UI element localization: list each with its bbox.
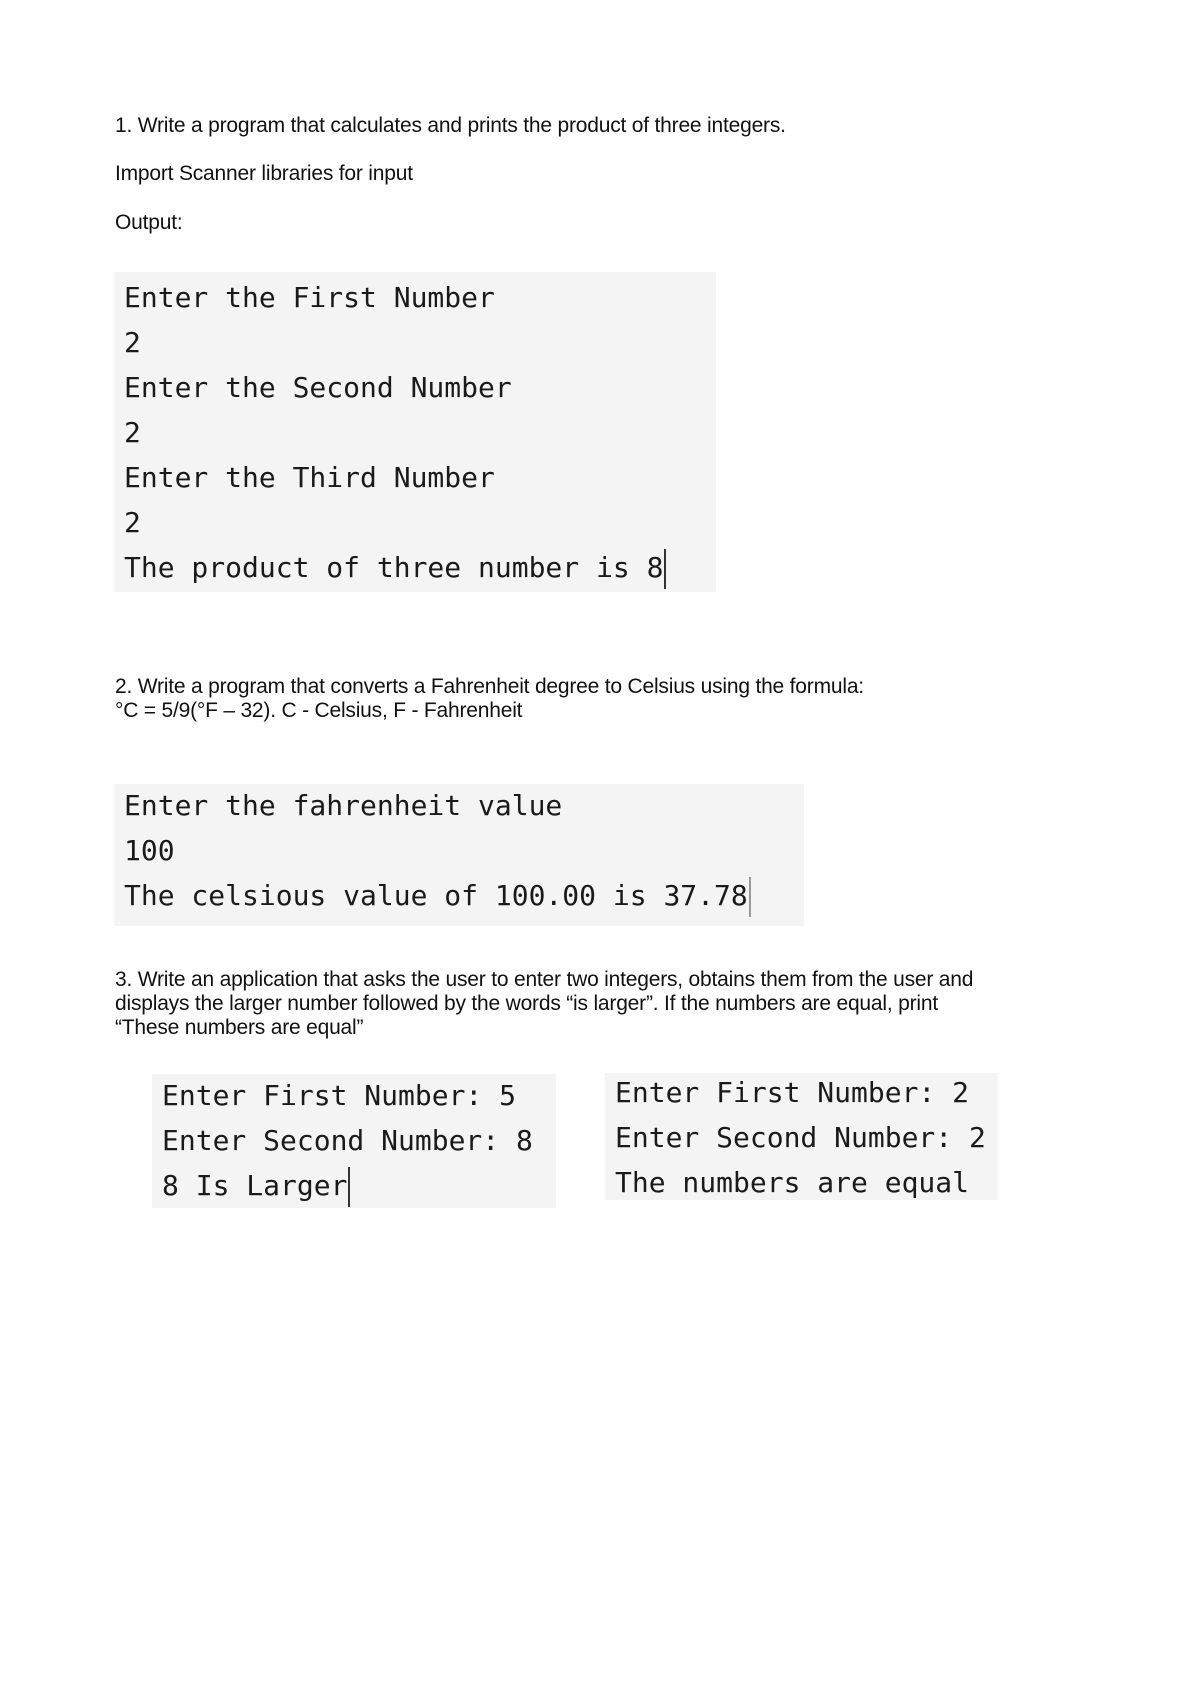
task2-heading-line1: 2. Write a program that converts a Fahrenheit degree to Celsius using the formula: bbox=[115, 675, 864, 698]
text-cursor bbox=[664, 549, 666, 589]
task3-heading-line2: displays the larger number followed by the words “is larger”. If the numbers are equal, print bbox=[115, 992, 938, 1015]
console-line: 2 bbox=[124, 506, 141, 539]
task1-note: Import Scanner libraries for input bbox=[115, 162, 413, 185]
console-line-last bbox=[124, 874, 751, 918]
console-line-text: The product of three number is 8 bbox=[124, 551, 664, 584]
task1-heading: 1. Write a program that calculates and prints the product of three integers. bbox=[115, 114, 786, 137]
console-line: 2 bbox=[124, 326, 141, 359]
task1-output-label: Output: bbox=[115, 211, 183, 234]
console-line: Enter the fahrenheit value bbox=[124, 789, 563, 822]
console-line: Enter the Third Number bbox=[124, 461, 495, 494]
task1-console-screenshot bbox=[114, 272, 716, 592]
text-cursor bbox=[348, 1167, 350, 1207]
task3-heading-line1: 3. Write an application that asks the user to enter two integers, obtains them from the user and bbox=[115, 968, 974, 991]
console-line-last bbox=[124, 546, 666, 590]
console-line: The numbers are equal bbox=[615, 1166, 970, 1199]
console-line-text: The celsious value of 100.00 is 37.78 bbox=[124, 879, 748, 912]
console-line: 100 bbox=[124, 834, 175, 867]
console-line: Enter the Second Number bbox=[124, 371, 512, 404]
console-line: Enter First Number: 2 bbox=[615, 1076, 970, 1109]
console-line: Enter First Number: 5 bbox=[162, 1079, 517, 1112]
text-cursor bbox=[749, 877, 751, 917]
console-line-last bbox=[162, 1164, 350, 1208]
task3-console-screenshot-equal bbox=[605, 1073, 998, 1200]
console-line: Enter Second Number: 8 bbox=[162, 1124, 533, 1157]
console-line: Enter the First Number bbox=[124, 281, 495, 314]
console-line-text: 8 Is Larger bbox=[162, 1169, 348, 1202]
console-line: 2 bbox=[124, 416, 141, 449]
task3-heading-line3: “These numbers are equal” bbox=[115, 1016, 364, 1039]
task2-console-screenshot bbox=[114, 784, 804, 926]
task2-heading-line2: °C = 5/9(°F – 32). C - Celsius, F - Fahrenheit bbox=[115, 699, 523, 722]
console-line: Enter Second Number: 2 bbox=[615, 1121, 986, 1154]
task3-console-screenshot-larger bbox=[152, 1074, 556, 1208]
